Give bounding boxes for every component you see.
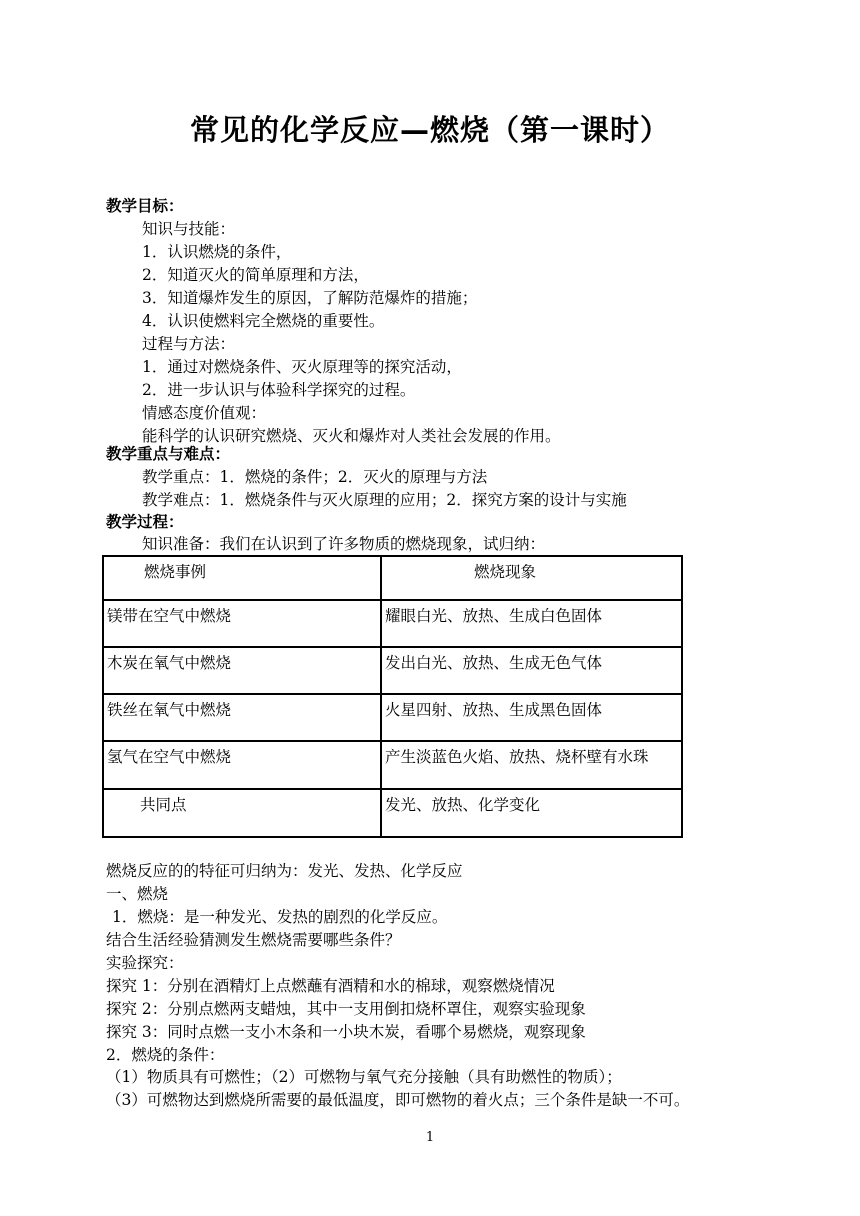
key-points-heading: 教学重点与难点： (106, 445, 231, 463)
table-cell: 镁带在空气中燃烧 (103, 600, 381, 647)
table-cell: 火星四射、放热、生成黑色固体 (381, 694, 682, 741)
body-line: 探究 3：同时点燃一支小木条和一小块木炭，看哪个易燃烧，观察现象 (106, 1023, 586, 1041)
body-line: 实验探究： (106, 954, 184, 972)
knowledge-item: 3．知道爆炸发生的原因，了解防范爆炸的措施； (142, 289, 478, 307)
page-title: 常见的化学反应—燃烧（第一课时） (189, 113, 670, 147)
table-cell: 氢气在空气中燃烧 (103, 741, 381, 789)
body-line: （3）可燃物达到燃烧所需要的最低温度，即可燃物的着火点；三个条件是缺一不可。 (106, 1091, 690, 1109)
body-line: 探究 2：分别点燃两支蜡烛，其中一支用倒扣烧杯罩住，观察实验现象 (106, 1000, 586, 1018)
process-item: 1．通过对燃烧条件、灭火原理等的探究活动， (142, 358, 462, 376)
table-cell: 共同点 (103, 789, 381, 837)
knowledge-item: 1．认识燃烧的条件， (142, 243, 292, 261)
table-row (103, 647, 682, 694)
body-line: 燃烧反应的的特征可归纳为：发光、发热、化学反应 (106, 862, 463, 880)
body-line: 1．燃烧：是一种发光、发热的剧烈的化学反应。 (112, 908, 448, 926)
process-section-heading: 教学过程： (106, 513, 184, 531)
process-heading: 过程与方法： (142, 335, 236, 353)
table-row (103, 694, 682, 741)
objectives-heading: 教学目标： (106, 197, 184, 215)
table-cell: 发出白光、放热、生成无色气体 (381, 647, 682, 694)
table-header-cell: 燃烧现象 (381, 556, 682, 600)
knowledge-item: 4．认识使燃料完全燃烧的重要性。 (142, 312, 385, 330)
body-line: 一、燃烧 (106, 885, 169, 903)
table-cell: 产生淡蓝色火焰、放热、烧杯壁有水珠 (381, 741, 682, 789)
combustion-table (102, 555, 683, 838)
focus-text: 教学重点：1．燃烧的条件；2．灭火的原理与方法 (142, 468, 488, 486)
body-line: 2．燃烧的条件： (106, 1046, 225, 1064)
knowledge-item: 2．知道灭火的简单原理和方法， (142, 266, 369, 284)
page-number: 1 (425, 1130, 435, 1145)
table-cell: 耀眼白光、放热、生成白色固体 (381, 600, 682, 647)
body-line: 探究 1：分别在酒精灯上点燃蘸有酒精和水的棉球，观察燃烧情况 (106, 977, 555, 995)
body-line: 结合生活经验猜测发生燃烧需要哪些条件？ (106, 931, 401, 949)
table-cell: 木炭在氧气中燃烧 (103, 647, 381, 694)
table-header-row (103, 556, 682, 600)
difficulty-text: 教学难点：1．燃烧条件与灭火原理的应用；2．探究方案的设计与实施 (142, 491, 627, 509)
table-header-cell: 燃烧事例 (103, 556, 381, 600)
emotion-heading: 情感态度价值观： (142, 404, 267, 422)
table-row (103, 741, 682, 789)
table-row (103, 789, 682, 837)
process-item: 2．进一步认识与体验科学探究的过程。 (142, 381, 416, 399)
knowledge-heading: 知识与技能： (142, 220, 236, 238)
table-cell: 铁丝在氧气中燃烧 (103, 694, 381, 741)
body-line: （1）物质具有可燃性；（2）可燃物与氧气充分接触（具有助燃性的物质）； (106, 1068, 622, 1086)
process-intro: 知识准备：我们在认识到了许多物质的燃烧现象，试归纳： (142, 535, 546, 553)
table-row (103, 600, 682, 647)
emotion-text: 能科学的认识研究燃烧、灭火和爆炸对人类社会发展的作用。 (142, 427, 561, 445)
table-cell: 发光、放热、化学变化 (381, 789, 682, 837)
